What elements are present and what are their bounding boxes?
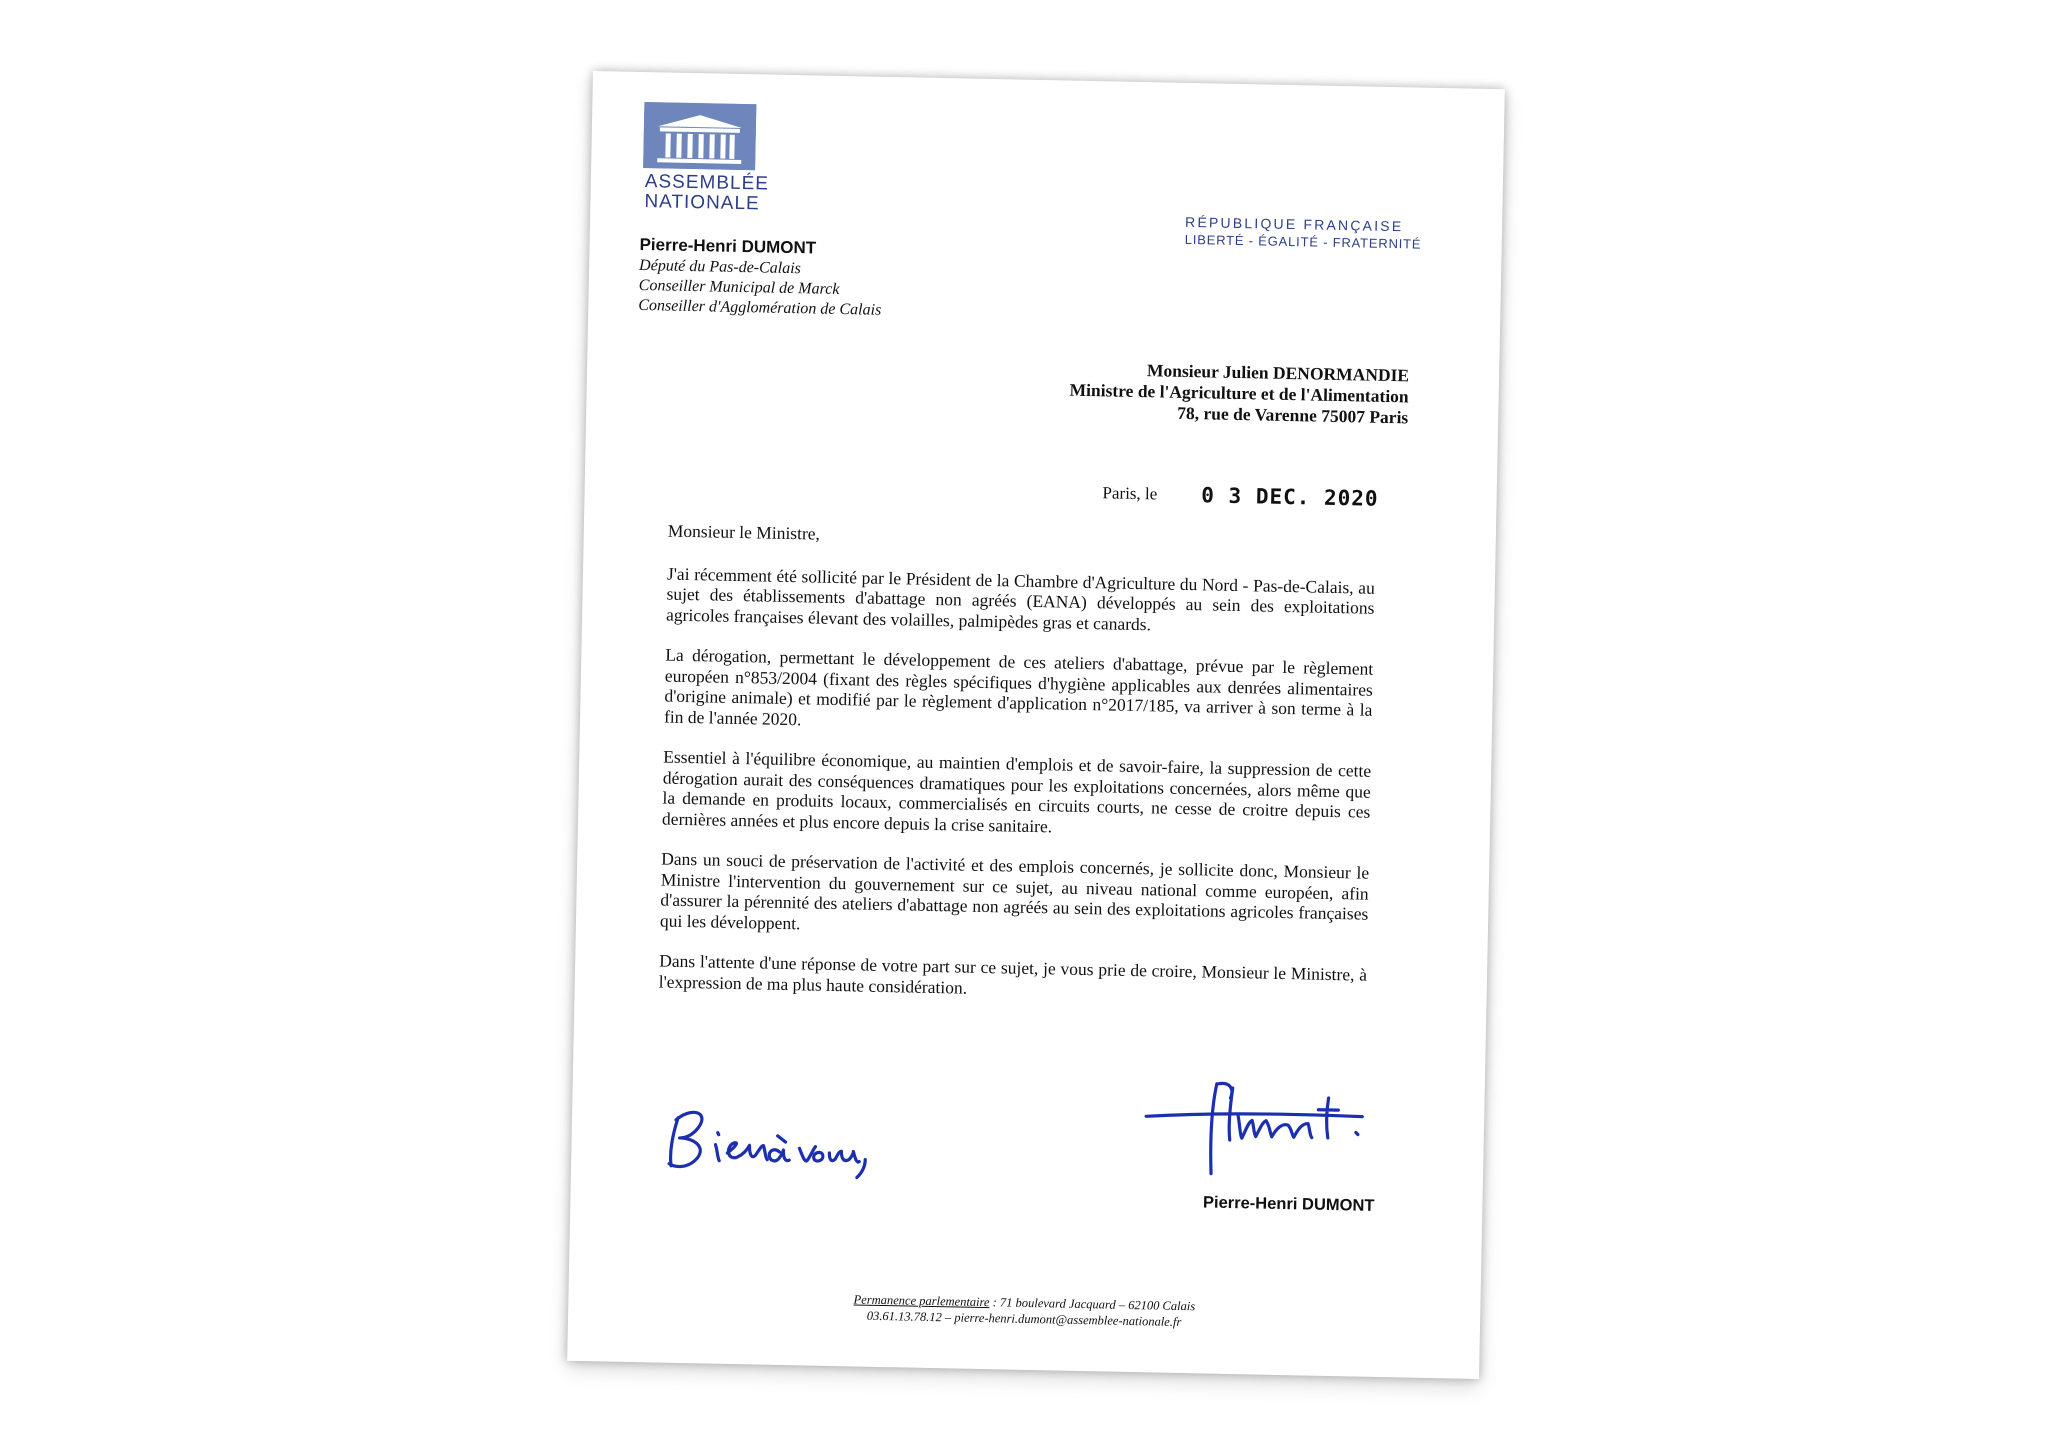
sender-role: Conseiller Municipal de Marck <box>638 276 840 298</box>
addressee-address: 78, rue de Varenne 75007 Paris <box>1177 402 1409 428</box>
republic-header <box>1185 213 1436 254</box>
date-line <box>1102 481 1379 511</box>
body-paragraph: Essentiel à l'équilibre économique, au maintien d'emplois et de savoir-faire, la suppression de cette dérogation aurait des conséquences dramatiques pour les exploitations concernées, alors même que la demande en produits locaux, commercialisés en circuits courts, ne cesse de croitre depuis ces dernières années et plus encore depuis la crise sanitaire. <box>661 746 1372 836</box>
body-paragraph: La dérogation, permettant le développement de ces ateliers d'abattage, prévue par le règlement européen n°853/2004 (fixant des règles spécifiques d'hygiène applicables aux denrées alimentaires d'origine animale) et modifié par le règlement d'application n°2017/185, va arriver à son terme à la fin de l'année 2020. <box>663 644 1374 729</box>
footer-address: : 71 boulevard Jacquard – 62100 Calais <box>989 1295 1196 1314</box>
sender-role: Conseiller d'Agglomération de Calais <box>638 296 882 319</box>
signer-name: Pierre-Henri DUMONT <box>1202 1193 1375 1215</box>
sender-role: Député du Pas-de-Calais <box>638 256 802 278</box>
footer-label: Permanence parlementaire <box>853 1292 990 1310</box>
date-stamp: 0 3 DEC. 2020 <box>1201 483 1379 511</box>
republic-title: RÉPUBLIQUE FRANÇAISE <box>1184 213 1404 235</box>
addressee-block <box>848 354 1409 428</box>
body-paragraph: Dans un souci de préservation de l'activité et des emplois concernés, je sollicite donc, Monsieur le Ministre l'intervention du gouvernement sur ce sujet, au niveau national comme européen, afin d'assurer la pérennité des ateliers d'abattage non agréés au sein des exploitations agricoles françaises qui les développent. <box>659 848 1370 933</box>
handwritten-closing <box>661 1098 873 1182</box>
sender-block <box>638 234 940 322</box>
body-paragraph: J'ai récemment été sollicité par le Président de la Chambre d'Agriculture du Nord - Pas-de-Calais, au sujet des établissements d'abattage non agréés (EANA) développés au sein des exploitations agricoles françaises élevant des volailles, palmipèdes gras et canards. <box>665 563 1376 634</box>
date-place: Paris, le <box>1102 483 1158 504</box>
logo-text-line2: NATIONALE <box>644 191 760 215</box>
addressee-name: Monsieur Julien DENORMANDIE <box>1146 360 1410 386</box>
assemblee-logo <box>642 102 770 215</box>
addressee-title: Ministre de l'Agriculture et de l'Alimentation <box>1069 379 1409 407</box>
footer <box>568 1286 1480 1336</box>
salutation: Monsieur le Ministre, <box>667 520 821 544</box>
letter-body <box>659 521 1376 1006</box>
letter-page <box>567 71 1505 1379</box>
body-paragraph: Dans l'attente d'une réponse de votre part sur ce sujet, je vous prie de croire, Monsieur le Ministre, à l'expression de ma plus haute considération. <box>658 950 1368 998</box>
assemblee-building-icon <box>643 102 756 170</box>
logo-text-line1: ASSEMBLÉE <box>644 171 770 195</box>
sender-name: Pierre-Henri DUMONT <box>639 234 817 258</box>
footer-contact: 03.61.13.78.12 – pierre-henri.dumont@assemblee-nationale.fr <box>866 1308 1182 1330</box>
signature <box>1141 1072 1373 1187</box>
republic-motto: LIBERTÉ - ÉGALITÉ - FRATERNITÉ <box>1184 231 1422 252</box>
